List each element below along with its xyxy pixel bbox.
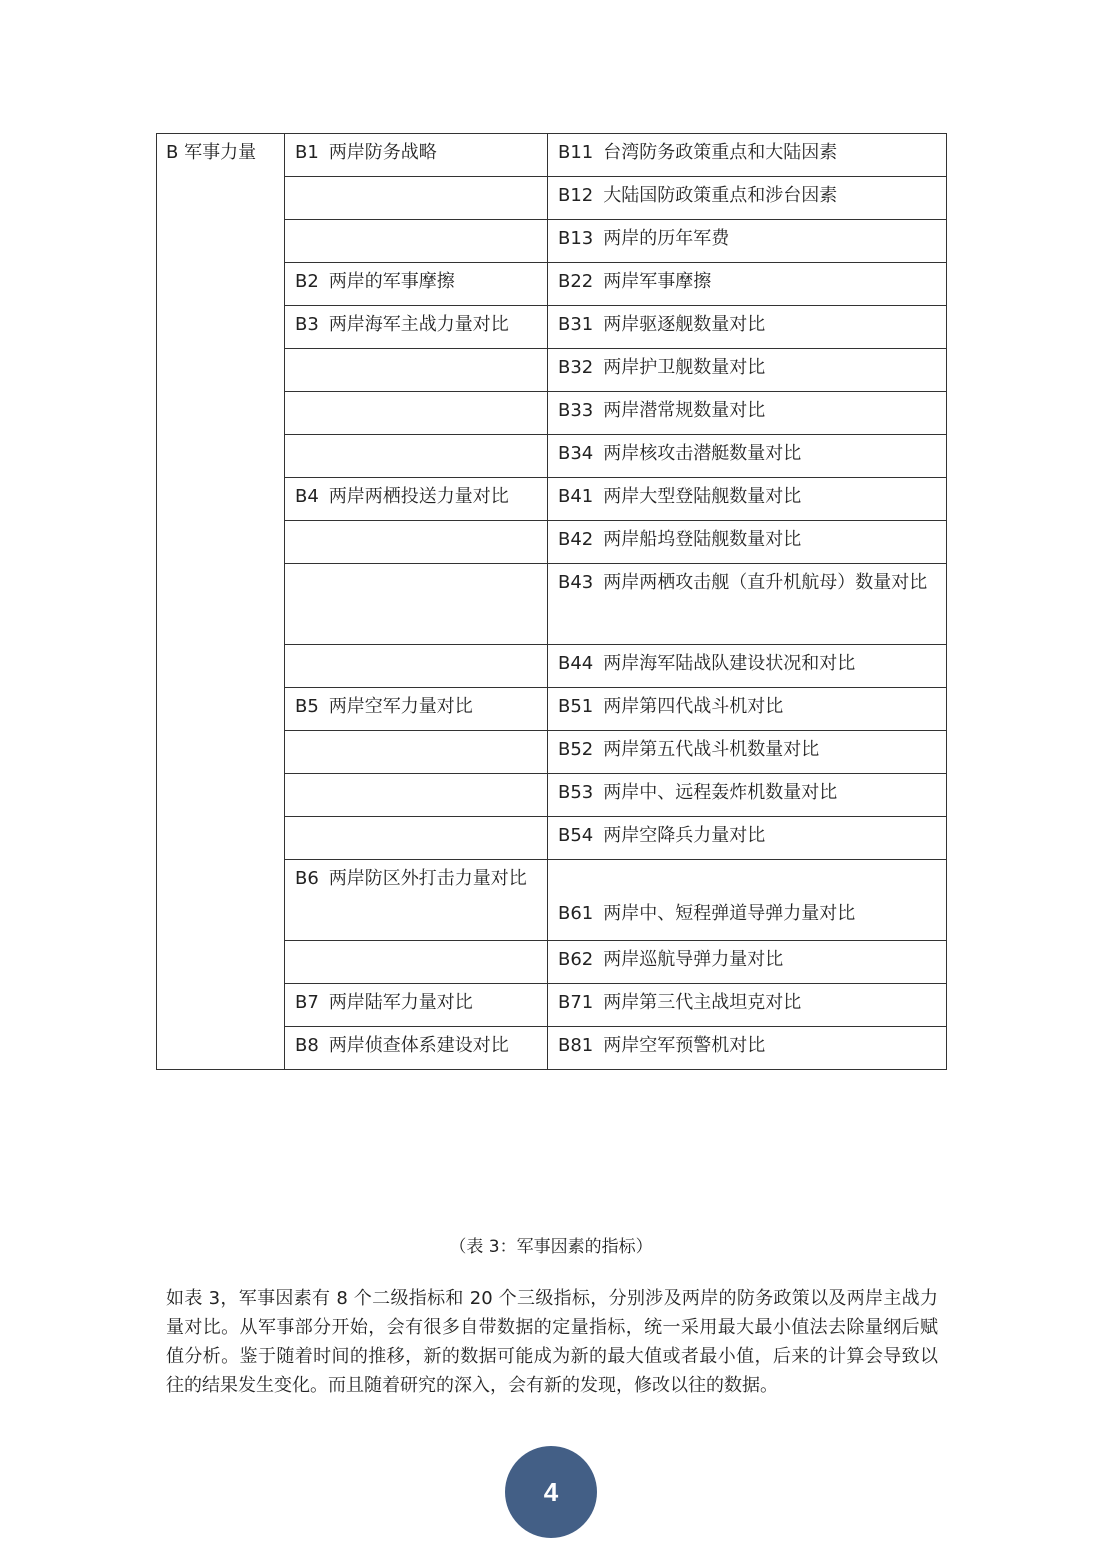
indicator-cell bbox=[548, 645, 947, 688]
indicator-label: 两岸巡航导弹力量对比 bbox=[603, 949, 784, 970]
indicator-cell bbox=[548, 1027, 947, 1070]
indicator-cell bbox=[548, 392, 947, 435]
indicator-cell bbox=[548, 263, 947, 306]
indicator-cell bbox=[548, 731, 947, 774]
indicator-label: 两岸两栖攻击舰（直升机航母）数量对比 bbox=[603, 572, 928, 593]
indicator-code: B44 bbox=[558, 653, 594, 674]
sub-indicator-cell bbox=[285, 731, 548, 774]
indicator-code: B51 bbox=[558, 696, 594, 717]
indicator-label: 两岸核攻击潜艇数量对比 bbox=[603, 443, 802, 464]
indicator-label: 两岸的历年军费 bbox=[603, 228, 730, 249]
body-paragraph: 如表 3，军事因素有 8 个二级指标和 20 个三级指标，分别涉及两岸的防务政策以及两岸主战力量对比。从军事部分开始，会有很多自带数据的定量指标，统一采用最大最小值法去除量纲后赋值分析。鉴于随着时间的推移，新的数据可能成为新的最大值或者最小值，后来的计算会导致以往的结果发生变化。而且随着研究的深入，会有新的发现，修改以往的数据。 bbox=[166, 1288, 938, 1396]
sub-indicator-cell bbox=[285, 220, 548, 263]
sub-indicator-cell bbox=[285, 1027, 548, 1070]
indicator-cell bbox=[548, 984, 947, 1027]
indicator-label: 两岸护卫舰数量对比 bbox=[603, 357, 766, 378]
sub-code: B3 bbox=[295, 314, 319, 335]
sub-code: B7 bbox=[295, 992, 319, 1013]
indicator-label: 两岸军事摩擦 bbox=[603, 271, 712, 292]
sub-indicator-cell bbox=[285, 774, 548, 817]
category-cell: B 军事力量 bbox=[157, 134, 285, 1070]
indicator-code: B54 bbox=[558, 825, 594, 846]
indicator-code: B43 bbox=[558, 572, 594, 593]
indicator-code: B53 bbox=[558, 782, 594, 803]
indicator-label: 两岸第四代战斗机对比 bbox=[603, 696, 784, 717]
sub-indicator-cell bbox=[285, 860, 548, 941]
sub-label: 两岸侦查体系建设对比 bbox=[328, 1035, 509, 1056]
indicator-code: B62 bbox=[558, 949, 594, 970]
indicator-label: 台湾防务政策重点和大陆因素 bbox=[603, 142, 838, 163]
indicator-code: B34 bbox=[558, 443, 594, 464]
indicator-cell bbox=[548, 349, 947, 392]
indicator-label: 两岸空军预警机对比 bbox=[603, 1035, 766, 1056]
indicator-cell bbox=[548, 688, 947, 731]
sub-indicator-cell bbox=[285, 984, 548, 1027]
sub-indicator-cell bbox=[285, 645, 548, 688]
page-number-badge bbox=[505, 1446, 597, 1538]
indicator-cell bbox=[548, 306, 947, 349]
sub-indicator-cell bbox=[285, 688, 548, 731]
sub-indicator-cell bbox=[285, 134, 548, 177]
indicator-cell bbox=[548, 564, 947, 645]
indicator-code: B81 bbox=[558, 1035, 594, 1056]
indicator-cell bbox=[548, 134, 947, 177]
sub-indicator-cell bbox=[285, 435, 548, 478]
indicator-label: 两岸大型登陆舰数量对比 bbox=[603, 486, 802, 507]
sub-code: B1 bbox=[295, 142, 319, 163]
sub-label: 两岸陆军力量对比 bbox=[328, 992, 473, 1013]
sub-indicator-cell bbox=[285, 564, 548, 645]
indicator-code: B52 bbox=[558, 739, 594, 760]
indicator-label: 两岸空降兵力量对比 bbox=[603, 825, 766, 846]
sub-indicator-cell bbox=[285, 177, 548, 220]
sub-label: 两岸空军力量对比 bbox=[328, 696, 473, 717]
sub-label: 两岸两栖投送力量对比 bbox=[328, 486, 509, 507]
indicator-table bbox=[156, 133, 947, 1070]
indicator-cell bbox=[548, 774, 947, 817]
sub-indicator-cell bbox=[285, 478, 548, 521]
indicator-code: B13 bbox=[558, 228, 594, 249]
indicator-label: 两岸中、短程弹道导弹力量对比 bbox=[603, 902, 856, 924]
indicator-cell bbox=[548, 478, 947, 521]
indicator-label: 两岸中、远程轰炸机数量对比 bbox=[603, 782, 838, 803]
page-number: 4 bbox=[543, 1476, 559, 1507]
sub-label: 两岸防区外打击力量对比 bbox=[328, 868, 527, 889]
sub-label: 两岸海军主战力量对比 bbox=[328, 314, 509, 335]
indicator-code: B61 bbox=[558, 902, 594, 924]
sub-label: 两岸的军事摩擦 bbox=[328, 271, 455, 292]
sub-indicator-cell bbox=[285, 817, 548, 860]
sub-code: B5 bbox=[295, 696, 319, 717]
indicator-code: B71 bbox=[558, 992, 594, 1013]
indicator-cell bbox=[548, 177, 947, 220]
indicator-cell bbox=[548, 521, 947, 564]
table-caption: （表 3：军事因素的指标） bbox=[449, 1237, 653, 1257]
sub-code: B8 bbox=[295, 1035, 319, 1056]
indicator-label: 两岸海军陆战队建设状况和对比 bbox=[603, 653, 856, 674]
indicator-label: 两岸潜常规数量对比 bbox=[603, 400, 766, 421]
indicator-code: B11 bbox=[558, 142, 594, 163]
indicator-label: 两岸第三代主战坦克对比 bbox=[603, 992, 802, 1013]
indicator-label: 两岸驱逐舰数量对比 bbox=[603, 314, 766, 335]
indicator-cell bbox=[548, 941, 947, 984]
sub-code: B6 bbox=[295, 868, 319, 889]
indicator-cell bbox=[548, 860, 947, 941]
indicator-cell bbox=[548, 435, 947, 478]
indicator-code: B41 bbox=[558, 486, 594, 507]
indicator-code: B31 bbox=[558, 314, 594, 335]
indicator-code: B22 bbox=[558, 271, 594, 292]
indicator-code: B33 bbox=[558, 400, 594, 421]
indicator-code: B42 bbox=[558, 529, 594, 550]
indicator-code: B12 bbox=[558, 185, 594, 206]
indicator-cell bbox=[548, 817, 947, 860]
sub-indicator-cell bbox=[285, 263, 548, 306]
indicator-label: 两岸第五代战斗机数量对比 bbox=[603, 739, 820, 760]
table-row bbox=[157, 134, 947, 177]
indicator-label: 两岸船坞登陆舰数量对比 bbox=[603, 529, 802, 550]
sub-code: B2 bbox=[295, 271, 319, 292]
sub-label: 两岸防务战略 bbox=[328, 142, 437, 163]
sub-indicator-cell bbox=[285, 521, 548, 564]
indicator-code: B32 bbox=[558, 357, 594, 378]
sub-code: B4 bbox=[295, 486, 319, 507]
sub-indicator-cell bbox=[285, 306, 548, 349]
sub-indicator-cell bbox=[285, 392, 548, 435]
indicator-cell bbox=[548, 220, 947, 263]
indicator-label: 大陆国防政策重点和涉台因素 bbox=[603, 185, 838, 206]
sub-indicator-cell bbox=[285, 941, 548, 984]
sub-indicator-cell bbox=[285, 349, 548, 392]
